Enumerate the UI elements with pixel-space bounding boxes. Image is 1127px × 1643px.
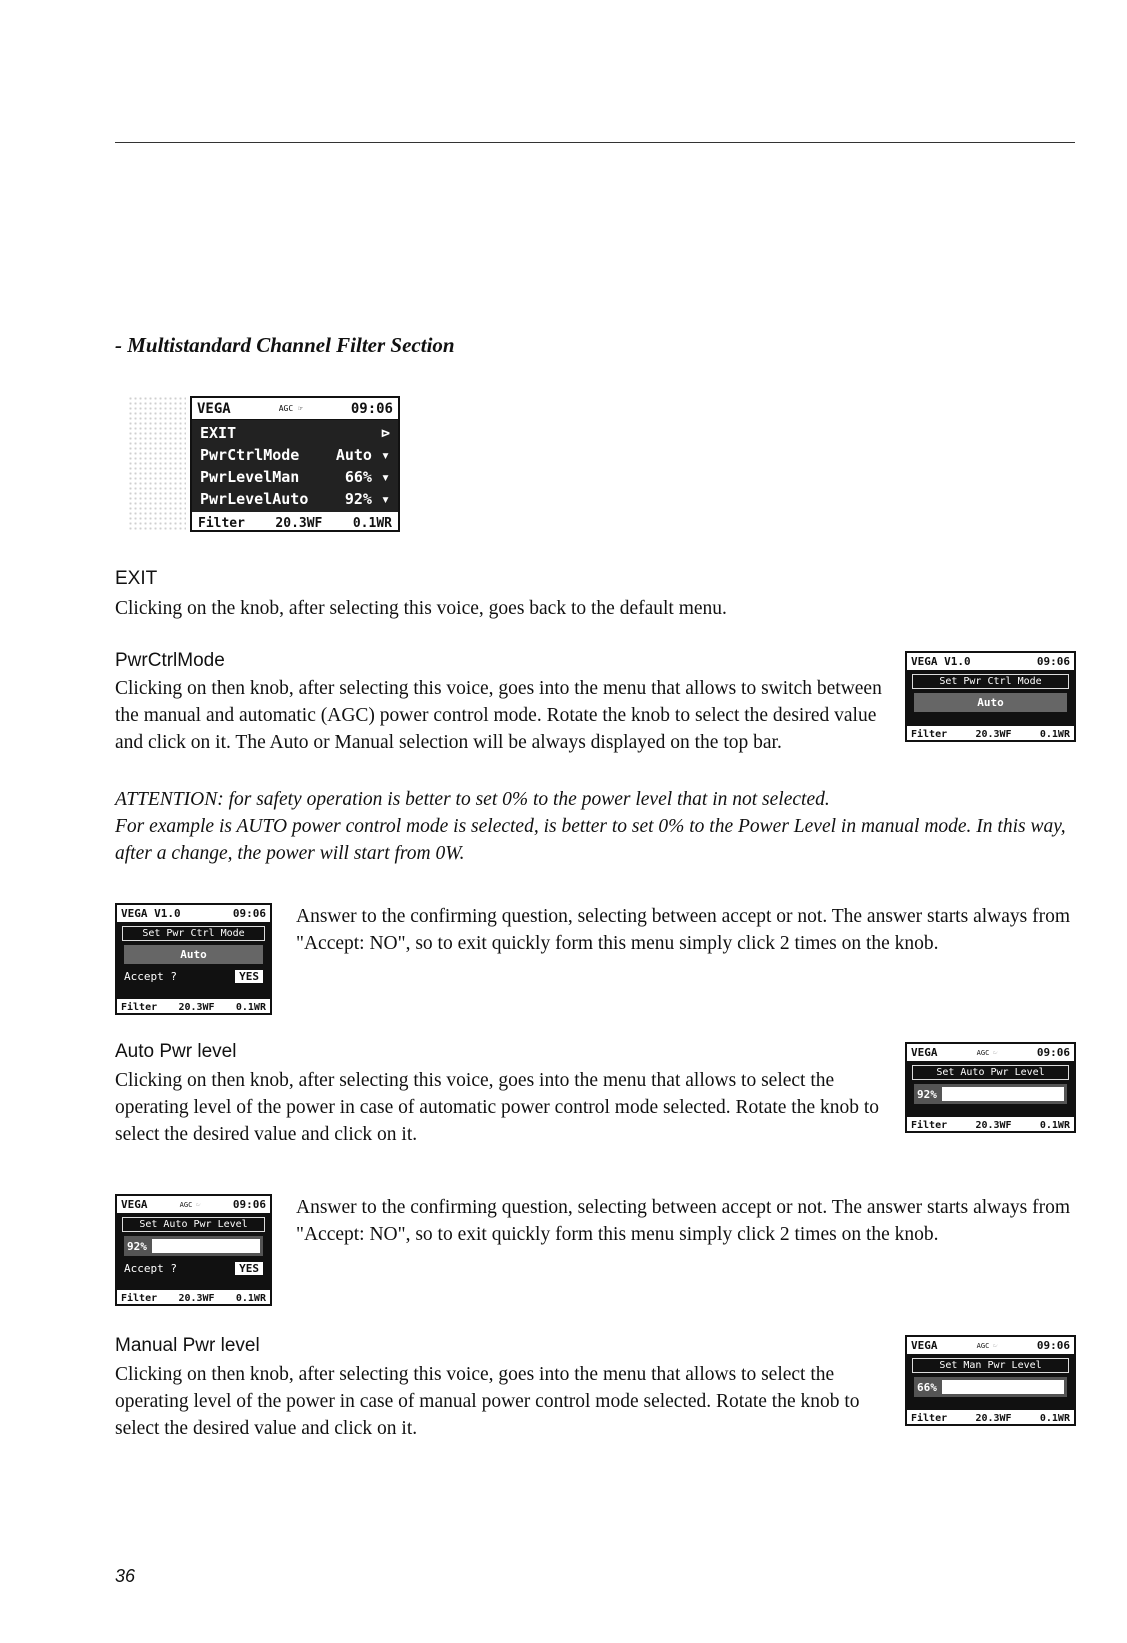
autopwr-description: Clicking on then knob, after selecting this voice, goes into the menu that allows to select the operating level of the power in case of automatic power control mode selected. Rotate the knob to select the desired value and click on it. (115, 1070, 880, 1145)
pwrctrl-description: Clicking on then knob, after selecting this voice, goes into the menu that allows to switch between the manual and automatic (AGC) power control mode. Rotate the knob to select the desired value and click on it. The Auto or Manual selection will be always displayed on the top bar. (115, 678, 882, 753)
screen-title: Set Man Pwr Level (912, 1358, 1069, 1373)
screen-title: Set Pwr Ctrl Mode (912, 674, 1069, 689)
menu-item-pwrlevelauto[interactable]: PwrLevelAuto 92% ▾ (200, 490, 390, 508)
accept-prompt: Accept ? (124, 970, 177, 983)
level-bar (152, 1239, 260, 1253)
autopwr-screen: VEGA AGC ☞ 09:06 Set Auto Pwr Level 92% Filter 20.3WF 0.1WR (905, 1042, 1076, 1133)
pwrctrl-screen: VEGA V1.0 09:06 Set Pwr Ctrl Mode Auto Filter 20.3WF 0.1WR (905, 651, 1076, 742)
accept-prompt: Accept ? (124, 1262, 177, 1275)
menu-footbar (192, 512, 398, 534)
screen-value: Auto (124, 945, 263, 964)
screen-value: Auto (914, 693, 1067, 712)
level-percent: 92% (917, 1087, 937, 1101)
reflected-power: 0.1WR (352, 515, 392, 531)
filter-label: Filter (198, 515, 245, 531)
page-number: 36 (115, 1566, 136, 1586)
manpwr-heading: Manual Pwr level (115, 1335, 260, 1356)
menu-shadow-pattern (128, 396, 186, 530)
menu-item-pwrlevelman[interactable]: PwrLevelMan 66% ▾ (200, 468, 390, 486)
main-menu-screen (190, 396, 400, 532)
autopwr-heading: Auto Pwr level (115, 1041, 237, 1062)
level-bar (942, 1087, 1064, 1101)
menu-item-exit[interactable]: EXIT ⊳ (200, 424, 390, 442)
forward-power: 20.3WF (275, 515, 323, 531)
confirm-pwrctrl-description: Answer to the confirming question, selecting between accept or not. The answer starts always from "Accept: NO", so to exit quickly form this menu simply click 2 times on the knob. (296, 906, 1070, 954)
confirm-pwrctrl-screen: VEGA V1.0 09:06 Set Pwr Ctrl Mode Auto Accept ? YES Filter 20.3WF 0.1WR (115, 903, 272, 1015)
yes-option[interactable]: YES (235, 970, 263, 983)
exit-description: Clicking on the knob, after selecting this voice, goes back to the default menu. (115, 598, 727, 619)
exit-heading: EXIT (115, 568, 158, 589)
menu-topbar (192, 398, 398, 420)
manpwr-description: Clicking on then knob, after selecting this voice, goes into the menu that allows to select the operating level of the power in case of manual power control mode selected. Rotate the knob to select the desired value and click on it. (115, 1364, 860, 1439)
level-percent: 92% (127, 1239, 147, 1253)
header-rule (115, 142, 1075, 143)
brand-label: VEGA (197, 400, 231, 417)
confirm-autopwr-screen: VEGA AGC ☞ 09:06 Set Auto Pwr Level 92% Accept ? YES Filter 20.3WF 0.1WR (115, 1194, 272, 1306)
yes-option[interactable]: YES (235, 1262, 263, 1275)
attention-note: ATTENTION: for safety operation is better to set 0% to the power level that in not selected. (115, 789, 830, 810)
manpwr-screen: VEGA AGC ☞ 09:06 Set Man Pwr Level 66% Filter 20.3WF 0.1WR (905, 1335, 1076, 1426)
agc-indicator: AGC ☞ (278, 404, 303, 413)
level-percent: 66% (917, 1380, 937, 1394)
screen-title: Set Auto Pwr Level (122, 1217, 265, 1232)
pwrctrl-heading: PwrCtrlMode (115, 650, 225, 671)
screen-title: Set Auto Pwr Level (912, 1065, 1069, 1080)
menu-item-pwrctrlmode[interactable]: PwrCtrlMode Auto ▾ (200, 446, 390, 464)
confirm-autopwr-description: Answer to the confirming question, selecting between accept or not. The answer starts always from "Accept: NO", so to exit quickly form this menu simply click 2 times on the knob. (296, 1197, 1070, 1245)
menu-rows (192, 420, 398, 512)
example-note: For example is AUTO power control mode is selected, is better to set 0% to the Power Level in manual mode. In this way, after a change, the power will start from 0W. (115, 816, 1066, 864)
screen-title: Set Pwr Ctrl Mode (122, 926, 265, 941)
clock: 09:06 (350, 400, 393, 417)
level-bar (942, 1380, 1064, 1394)
section-title: - Multistandard Channel Filter Section (115, 333, 455, 357)
